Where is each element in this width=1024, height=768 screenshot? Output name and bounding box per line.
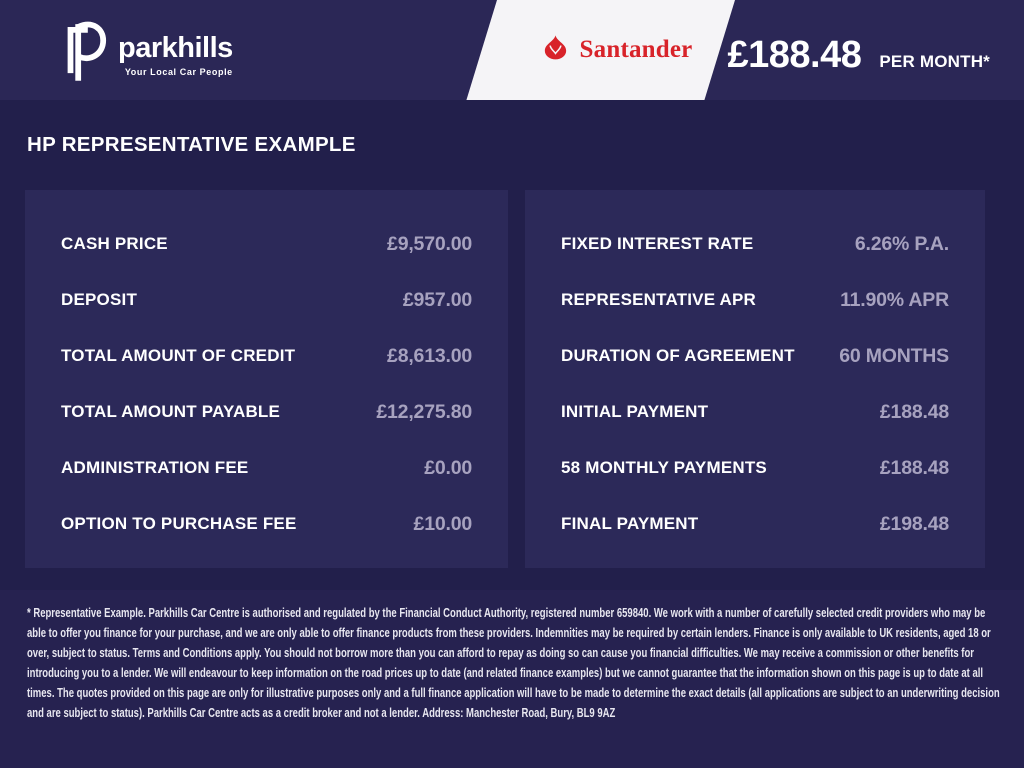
finance-value: £188.48	[879, 456, 949, 479]
finance-label: TOTAL AMOUNT OF CREDIT	[61, 346, 296, 365]
finance-value: £0.00	[424, 456, 472, 479]
finance-label: INITIAL PAYMENT	[561, 402, 709, 421]
finance-row-initial-payment	[561, 384, 949, 440]
finance-row-total-payable	[61, 384, 472, 440]
santander-wordmark: Santander	[579, 36, 693, 63]
finance-label: DURATION OF AGREEMENT	[561, 346, 795, 365]
santander-flame-icon	[540, 35, 571, 66]
santander-logo	[497, 0, 735, 100]
finance-value: £957.00	[402, 288, 472, 311]
monthly-price: £188.48	[727, 34, 862, 76]
finance-row-fixed-interest-rate	[561, 216, 949, 272]
disclaimer-section	[0, 590, 1024, 768]
finance-value: £10.00	[413, 512, 472, 535]
brand-tagline: Your Local Car People	[124, 67, 233, 77]
finance-row-total-credit	[61, 328, 472, 384]
finance-row-final-payment	[561, 496, 949, 552]
finance-panel-left	[25, 190, 508, 568]
finance-value: £198.48	[879, 512, 949, 535]
finance-label: DEPOSIT	[61, 290, 138, 309]
finance-value: £9,570.00	[387, 232, 472, 255]
finance-row-cash-price	[61, 216, 472, 272]
finance-label: ADMINISTRATION FEE	[61, 458, 249, 477]
finance-label: TOTAL AMOUNT PAYABLE	[61, 402, 281, 421]
finance-row-monthly-payments	[561, 440, 949, 496]
parkhills-wordmark	[118, 34, 233, 77]
monthly-price-suffix: PER MONTH*	[879, 52, 990, 71]
finance-label: FINAL PAYMENT	[561, 514, 699, 533]
finance-row-option-to-purchase-fee	[61, 496, 472, 552]
finance-example-section	[0, 100, 1024, 590]
finance-row-admin-fee	[61, 440, 472, 496]
parkhills-logo	[58, 18, 233, 84]
finance-value: 6.26% P.A.	[854, 232, 949, 255]
finance-value: £188.48	[879, 400, 949, 423]
finance-label: FIXED INTEREST RATE	[561, 234, 754, 253]
finance-panels	[0, 190, 1024, 568]
brand-name: parkhills	[118, 32, 233, 64]
finance-label: 58 MONTHLY PAYMENTS	[561, 458, 767, 477]
finance-value: £8,613.00	[387, 344, 472, 367]
monthly-price-block	[728, 0, 991, 100]
finance-label: OPTION TO PURCHASE FEE	[61, 514, 297, 533]
finance-label: CASH PRICE	[61, 234, 168, 253]
finance-value: 60 MONTHS	[839, 344, 949, 367]
page-title: HP REPRESENTATIVE EXAMPLE	[27, 133, 356, 156]
finance-row-deposit	[61, 272, 472, 328]
disclaimer-text: * Representative Example. Parkhills Car Centre is authorised and regulated by the Financial Conduct Authority, registered number 659840. We work with a number of carefully selected credit providers who may be able to offer you finance for your purchase, and we are only able to offer finance products from these providers. Indemnities may be required by certain lenders. Finance is only available to UK residents, aged 18 or over, subject to status. Terms and Conditions apply. You should not borrow more than you can afford to repay as doing so can cause you financial difficulties. We may receive a commission or other benefits for introducing you to a lender. We will endeavour to keep information on the road prices up to date (and related finance examples) but we cannot guarantee that the information shown on this page is up to date at all times. The quotes provided on this page are only for illustrative purposes only and a full finance application will have to be made to determine the exact details (all applications are subject to an underwriting decision and are subject to status). Parkhills Car Centre acts as a credit broker and not a lender. Address: Manchester Road, Bury, BL9 9AZ	[27, 605, 1000, 720]
finance-row-representative-apr	[561, 272, 949, 328]
parkhills-p-icon	[58, 18, 108, 84]
finance-value: £12,275.80	[376, 400, 472, 423]
finance-value: 11.90% APR	[840, 288, 949, 311]
finance-row-duration	[561, 328, 949, 384]
finance-label: REPRESENTATIVE APR	[561, 290, 757, 309]
header-bar	[0, 0, 1024, 100]
finance-panel-right	[525, 190, 985, 568]
